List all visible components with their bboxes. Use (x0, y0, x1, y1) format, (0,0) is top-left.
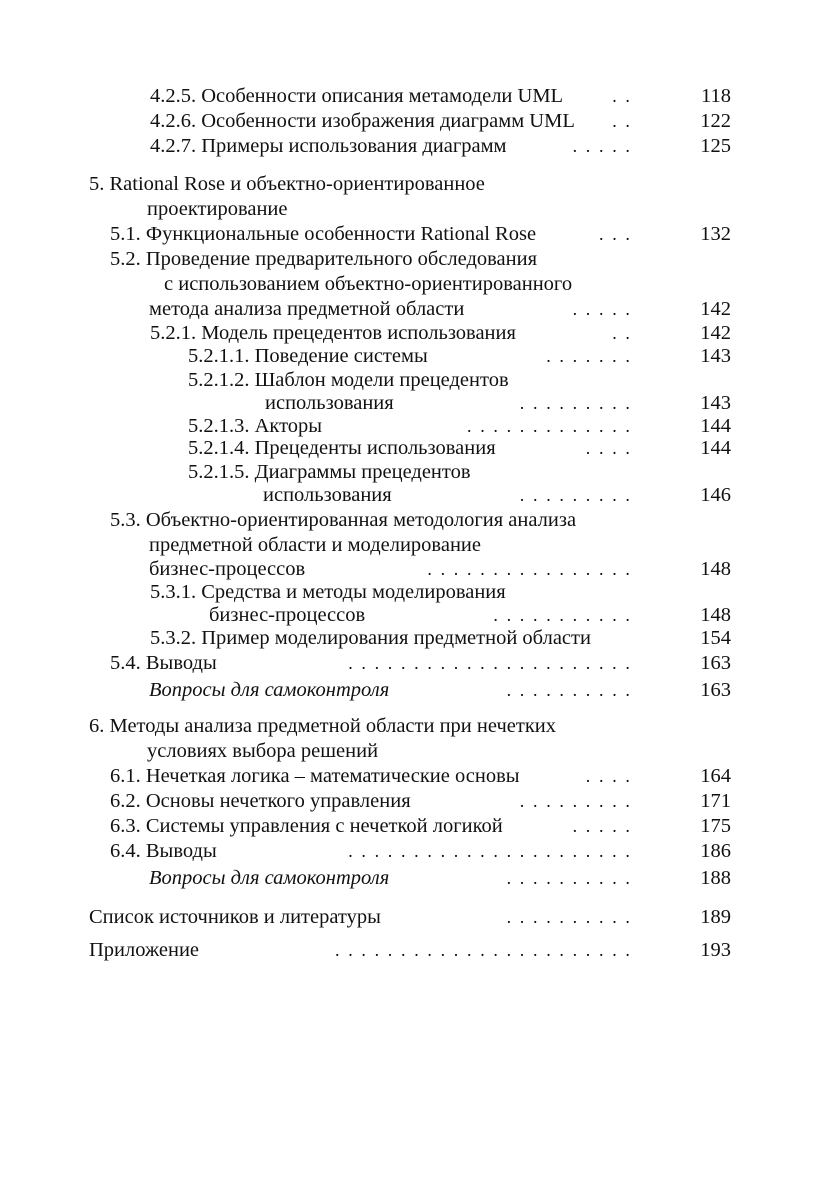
toc-leader-dots: . . . . . . . . . . . (493, 605, 632, 625)
toc-entry-title: Вопросы для самоконтроля (149, 867, 390, 889)
toc-leader-dots: . . . . . . . . . (519, 485, 632, 505)
toc-entry-title: предметной области и моделирование (149, 534, 481, 556)
toc-entry-page: 132 (700, 223, 731, 245)
toc-leader-dots: . . . . . . . . . (519, 393, 632, 413)
toc-entry (0, 435, 827, 461)
toc-leader-dots: . . . . . . . . . . . . . . . . (427, 559, 632, 579)
toc-entry-title: использования (265, 392, 394, 414)
toc-entry-title: 5.4. Выводы (110, 652, 217, 674)
toc-entry-title: 6.3. Системы управления с нечеткой логикой (110, 815, 503, 837)
toc-chapter-heading (0, 171, 827, 197)
toc-leader-dots: . . . (599, 224, 632, 244)
toc-entry-cont (0, 296, 827, 322)
toc-entry (0, 788, 827, 814)
toc-entry-title: 6.4. Выводы (110, 840, 217, 862)
toc-entry-title: условиях выбора решений (147, 740, 379, 762)
toc-entry-cont (0, 532, 827, 558)
toc-entry-title: метода анализа предметной области (149, 298, 465, 320)
toc-entry-page: 148 (700, 604, 731, 626)
toc-entry-page: 193 (700, 939, 731, 961)
toc-entry-title: 5.1. Функциональные особенности Rational Rose (110, 223, 537, 245)
toc-entry (0, 937, 827, 963)
toc-entry-page: 143 (700, 392, 731, 414)
toc-leader-dots: . . . . . . . . . (519, 791, 632, 811)
toc-entry-title: 5.2.1.5. Диаграммы прецедентов (188, 461, 471, 483)
toc-entry-title: 4.2.6. Особенности изображения диаграмм UML (150, 110, 575, 132)
toc-entry-title: 5.2.1.3. Акторы (188, 415, 323, 437)
toc-entry-title: 5.2.1. Модель прецедентов использования (150, 322, 516, 344)
toc-leader-dots: . . (612, 111, 632, 131)
toc-entry-title: 5.2.1.2. Шаблон модели прецедентов (188, 369, 509, 391)
toc-entry-page: 142 (700, 322, 731, 344)
toc-entry-title: 6.1. Нечеткая логика – математические основы (110, 765, 520, 787)
toc-entry-title: Вопросы для самоконтроля (149, 679, 390, 701)
toc-entry-title: 6. Методы анализа предметной области при нечетких (89, 715, 557, 737)
toc-entry-page: 154 (700, 627, 731, 649)
toc-entry-page: 171 (700, 790, 731, 812)
toc-leader-dots: . . . . . (572, 136, 632, 156)
toc-leader-dots: . . . . . . . . . . . . . . . . . . . . . . (348, 653, 632, 673)
toc-leader-dots: . . . . . . . (546, 346, 632, 366)
toc-entry (0, 625, 827, 651)
toc-entry-page: 118 (701, 85, 731, 107)
toc-entry-title: с использованием объектно-ориентированного (164, 273, 573, 295)
toc-entry-title: 5.2. Проведение предварительного обследования (110, 248, 537, 270)
toc-entry-title: использования (263, 484, 392, 506)
toc-leader-dots: . . . . . . . . . . (506, 907, 632, 927)
toc-entry (0, 83, 827, 109)
toc-leader-dots: . . . . . . . . . . (506, 680, 632, 700)
toc-entry-page: 189 (700, 906, 731, 928)
toc-entry-title: 5.3. Объектно-ориентированная методология анализа (110, 509, 577, 531)
toc-entry-page: 186 (700, 840, 731, 862)
toc-entry (0, 763, 827, 789)
toc-entry-page: 143 (700, 345, 731, 367)
toc-chapter-heading-cont (0, 196, 827, 222)
toc-entry-title: 4.2.5. Особенности описания метамодели UML (150, 85, 564, 107)
toc-entry-page: 163 (700, 679, 731, 701)
toc-entry-page: 163 (700, 652, 731, 674)
toc-chapter-heading (0, 713, 827, 739)
toc-entry-title: 5.2.1.1. Поведение системы (188, 345, 428, 367)
toc-entry (0, 133, 827, 159)
toc-entry (0, 108, 827, 134)
toc-entry-page: 142 (700, 298, 731, 320)
toc-leader-dots: . . . . (585, 438, 632, 458)
toc-leader-dots: . . . . (585, 766, 632, 786)
toc-entry-title: 5.3.1. Средства и методы моделирования (150, 581, 506, 603)
toc-entry-page: 144 (700, 415, 731, 437)
toc-entry-title: Список источников и литературы (89, 906, 381, 928)
toc-entry-page: 188 (700, 867, 731, 889)
toc-entry-page: 144 (700, 437, 731, 459)
toc-entry (0, 507, 827, 533)
toc-entry-page: 175 (700, 815, 731, 837)
toc-entry (0, 865, 827, 891)
toc-entry-page: 125 (700, 135, 731, 157)
toc-entry-title: 6.2. Основы нечеткого управления (110, 790, 411, 812)
toc-entry (0, 650, 827, 676)
toc-leader-dots: . . . . . (572, 299, 632, 319)
toc-entry-cont (0, 482, 827, 508)
toc-leader-dots: . . (612, 86, 632, 106)
toc-entry (0, 813, 827, 839)
toc-entry (0, 677, 827, 703)
toc-entry (0, 838, 827, 864)
toc-entry (0, 221, 827, 247)
toc-leader-dots: . . (612, 323, 632, 343)
toc-leader-dots: . . . . . . . . . . . . . . . . . . . . . . (348, 841, 632, 861)
toc-entry-title: 4.2.7. Примеры использования диаграмм (150, 135, 507, 157)
toc-leader-dots: . . . . . . . . . . (506, 868, 632, 888)
toc-entry-title: проектирование (147, 198, 288, 220)
toc-leader-dots: . . . . . (572, 816, 632, 836)
toc-entry-title: бизнес-процессов (149, 558, 306, 580)
toc-entry-page: 146 (700, 484, 731, 506)
toc-entry (0, 904, 827, 930)
toc-entry-title: 5. Rational Rose и объектно-ориентированное (89, 173, 485, 195)
toc-leader-dots: . . . . . . . . . . . . . (467, 416, 632, 436)
toc-entry-page: 164 (700, 765, 731, 787)
toc-entry-title: Приложение (89, 939, 200, 961)
toc-entry-cont (0, 271, 827, 297)
toc-entry-page: 122 (700, 110, 731, 132)
toc-entry (0, 246, 827, 272)
toc-entry (0, 343, 827, 369)
toc-leader-dots: . . . . . . . . . . . . . . . . . . . . . . . (335, 940, 632, 960)
toc-entry-page: 148 (700, 558, 731, 580)
toc-entry-title: 5.3.2. Пример моделирования предметной области (150, 627, 591, 649)
toc-entry-title: бизнес-процессов (209, 604, 366, 626)
toc-chapter-heading-cont (0, 738, 827, 764)
toc-entry-title: 5.2.1.4. Прецеденты использования (188, 437, 496, 459)
